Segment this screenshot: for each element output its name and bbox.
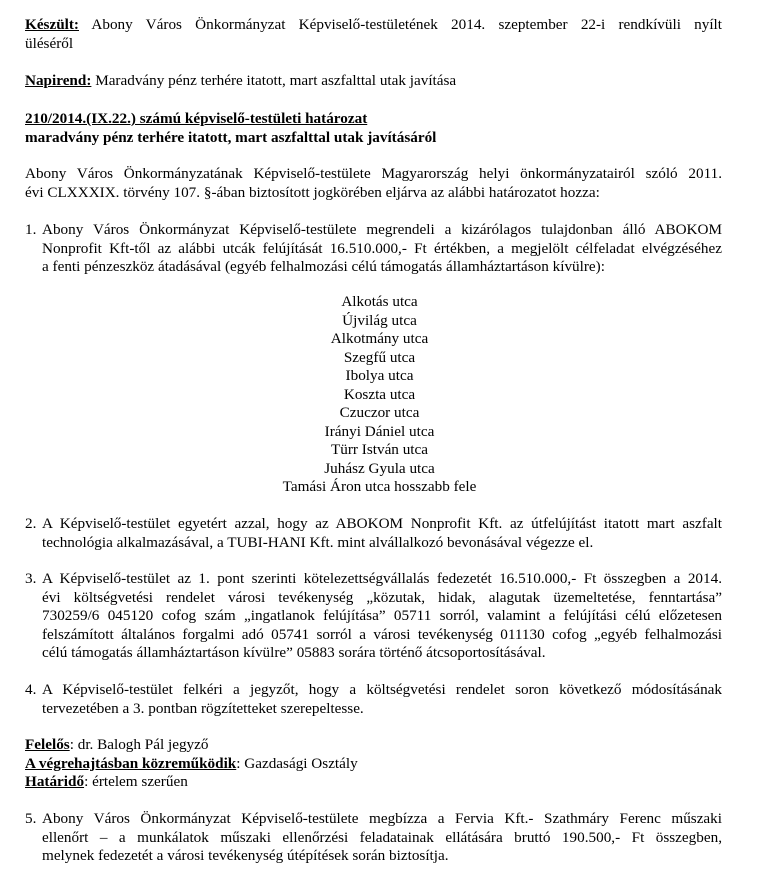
street-item: Irányi Dániel utca: [324, 422, 435, 440]
vegrehajtas-value: : Gazdasági Osztály: [236, 754, 358, 772]
item-line: a fenti pénzeszköz átadásával (egyéb felhalmozási célú támogatás államháztartáson kívülre):: [42, 258, 605, 276]
resolution-title: [25, 110, 722, 147]
item-line: tervezetében a 3. pontban rögzítetteket szerepeltesse.: [42, 699, 364, 717]
item-line: melynek fedezetét a városi tevékenység útépítések során biztosítja.: [42, 847, 449, 865]
street-item: Koszta utca: [343, 385, 416, 403]
resolution-intro: [25, 165, 722, 202]
napirend-text: Maradvány pénz terhére itatott, mart aszfalttal utak javítása: [91, 72, 457, 89]
street-item: Szegfű utca: [343, 348, 416, 366]
napirend-label: Napirend:: [25, 72, 92, 89]
street-item: Juhász Gyula utca: [324, 459, 435, 477]
resolution-subject: maradvány pénz terhére itatott, mart aszfalttal utak javításáról: [25, 128, 437, 146]
keszult-label: Készült:: [25, 16, 79, 33]
item-line: ellenőrt – a munkálatok műszaki ellenőrzési feladatainak ellátására bruttó 190.500,- Ft összegben,: [42, 828, 722, 846]
street-item: Újvilág utca: [342, 311, 417, 329]
keszult-line: [25, 16, 722, 35]
item-line: Abony Város Önkormányzat Képviselő-testülete megbízza a Fervia Kft.- Szathmáry Ferenc műszaki: [42, 810, 722, 827]
felelos-line: [25, 736, 722, 755]
item-line: A Képviselő-testület egyetért azzal, hogy az ABOKOM Nonprofit Kft. az útfelújítást itatott mart aszfalt: [42, 515, 722, 532]
street-list: [0, 293, 759, 497]
item-line: A Képviselő-testület felkéri a jegyzőt, hogy a költségvetési rendelet soron következő módosításának: [42, 681, 722, 698]
vegrehajtas-line: [25, 755, 722, 774]
item-line: technológia alkalmazásával, a TUBI-HANI Kft. mint alvállalkozó bevonásával végezze el.: [42, 533, 594, 551]
agenda: [25, 72, 722, 91]
felelos-label: Felelős: [25, 736, 70, 753]
minutes-header: [25, 16, 722, 53]
item-line: Nonprofit Kft-től az alábbi utcák felújítását 16.510.000,- Ft értékben, a megjelölt célfeladat elvégzéséhez: [42, 239, 722, 257]
item-line: Abony Város Önkormányzat Képviselő-testülete megrendeli a kizárólagos tulajdonban álló ABOKOM: [42, 221, 722, 238]
vegrehajtas-label: A végrehajtásban közreműködik: [25, 754, 237, 772]
item-number: 4.: [25, 681, 37, 698]
item-number: 3.: [25, 570, 37, 587]
street-item: Türr István utca: [331, 441, 428, 458]
keszult-line-2: üléséről: [25, 34, 74, 52]
intro-line-1: Abony Város Önkormányzatának Képviselő-testülete Magyarország helyi önkormányzatairól szóló 2011.: [25, 165, 722, 182]
street-item: Alkotmány utca: [330, 330, 429, 347]
list-item: [25, 681, 722, 718]
item-number: 2.: [25, 515, 37, 532]
street-item: Czuczor utca: [339, 404, 420, 421]
item-line: 730259/6 045120 cofog szám „ingatlanok felújítása” 05711 sorról, valamint a felújítási célú előzetesen: [42, 607, 722, 625]
list-item: [25, 221, 722, 277]
street-item: Tamási Áron utca hosszabb fele: [282, 478, 477, 495]
item-number: 5.: [25, 810, 37, 827]
hatarido-value: : értelem szerűen: [84, 773, 188, 791]
item-number: 1.: [25, 221, 37, 238]
hatarido-label: Határidő: [25, 773, 85, 791]
list-item: [25, 570, 722, 663]
hatarido-line: [25, 773, 722, 792]
responsibility-block: [25, 736, 722, 792]
street-item: Alkotás utca: [341, 293, 418, 310]
keszult-text: Abony Város Önkormányzat Képviselő-testületének 2014. szeptember 22-i rendkívüli nyílt: [79, 16, 722, 33]
felelos-value: : dr. Balogh Pál jegyző: [69, 736, 209, 753]
intro-line-2: évi CLXXXIX. törvény 107. §-ában biztosított jogkörében eljárva az alábbi határozatot hozza:: [25, 183, 600, 201]
street-item: Ibolya utca: [345, 367, 414, 384]
item-line: évi költségvetési rendelet városi tevékenység „közutak, hidak, alagutak üzemeltetése, fenntartása”: [42, 588, 722, 606]
list-item: [25, 810, 722, 866]
item-line: A Képviselő-testület az 1. pont szerinti kötelezettségvállalás fedezetét 16.510.000,- Ft összegben a 2014.: [42, 570, 722, 587]
resolution-number: 210/2014.(IX.22.) számú képviselő-testületi határozat: [25, 110, 368, 127]
item-line: felszámított általános forgalmi adó 05741 sorról a városi tevékenység 011130 cofog „egyéb felhalmozási: [42, 625, 722, 643]
list-item: [25, 515, 722, 552]
item-line: célú támogatás államháztartáson kívülre” 05883 sorára történő átcsoportosításával.: [42, 644, 546, 662]
